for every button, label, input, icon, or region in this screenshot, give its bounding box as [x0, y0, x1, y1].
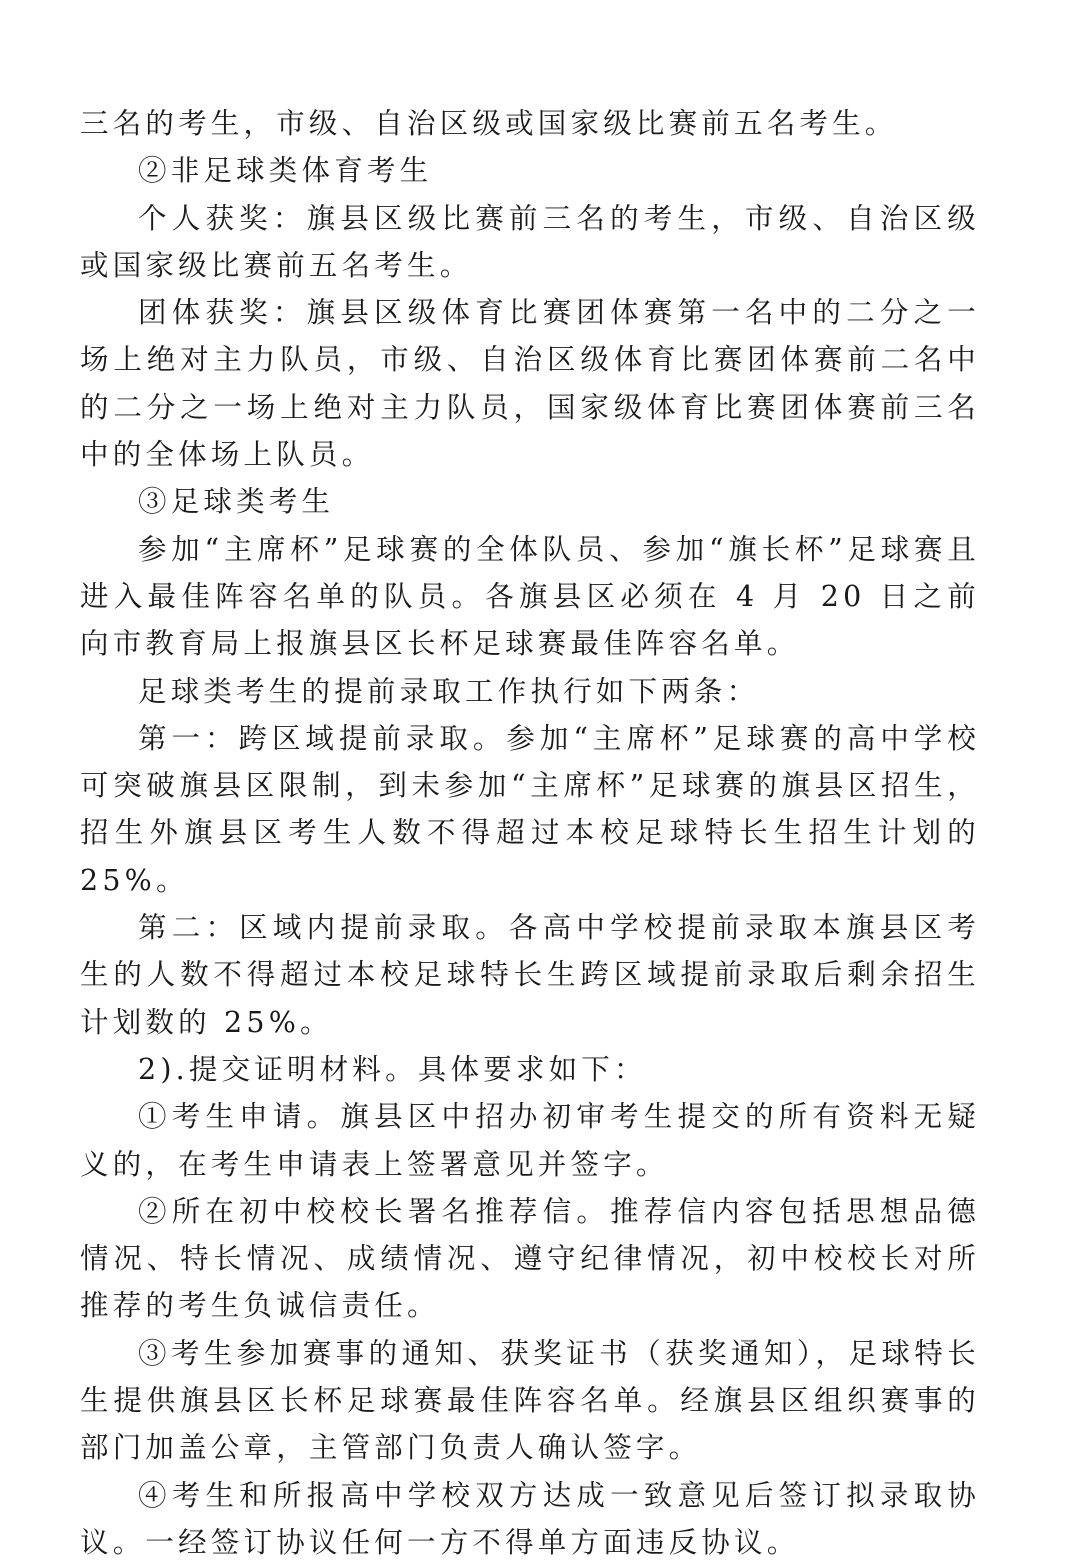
paragraph: ③考生参加赛事的通知、获奖证书（获奖通知），足球特长生提供旗县区长杯足球赛最佳阵容名单。经旗县区组织赛事的部门加盖公章，主管部门负责人确认签字。 — [80, 1336, 980, 1465]
paragraph-heading-materials: 2).提交证明材料。具体要求如下： — [138, 1052, 647, 1086]
paragraph: ②所在初中校校长署名推荐信。推荐信内容包括思想品德情况、特长情况、成绩情况、遵守纪律情况，初中校校长对所推荐的考生负诚信责任。 — [80, 1194, 980, 1323]
paragraph: 第一：跨区域提前录取。参加“主席杯”足球赛的高中学校可突破旗县区限制，到未参加“主席杯”足球赛的旗县区招生，招生外旗县区考生人数不得超过本校足球特长生招生计划的 25%。 — [80, 721, 980, 897]
paragraph-heading-football: ③足球类考生 — [138, 485, 335, 519]
paragraph: 三名的考生，市级、自治区级或国家级比赛前五名考生。 — [80, 107, 898, 140]
paragraph-heading-non-football: ②非足球类体育考生 — [138, 154, 433, 188]
document-body — [80, 100, 980, 1566]
paragraph: ①考生申请。旗县区中招办初审考生提交的所有资料无疑义的，在考生申请表上签署意见并签字。 — [80, 1100, 980, 1181]
paragraph: ④考生和所报高中学校双方达成一致意见后签订拟录取协议。一经签订协议任何一方不得单方面违反协议。 — [80, 1478, 980, 1559]
paragraph: 团体获奖：旗县区级体育比赛团体赛第一名中的二分之一场上绝对主力队员，市级、自治区级体育比赛团体赛前二名中的二分之一场上绝对主力队员，国家级体育比赛团体赛前三名中的全体场上队员。 — [80, 296, 980, 472]
paragraph: 个人获奖：旗县区级比赛前三名的考生，市级、自治区级或国家级比赛前五名考生。 — [80, 201, 980, 282]
paragraph: 足球类考生的提前录取工作执行如下两条： — [138, 674, 760, 708]
paragraph: 第二：区域内提前录取。各高中学校提前录取本旗县区考生的人数不得超过本校足球特长生跨区域提前录取后剩余招生计划数的 25%。 — [80, 911, 980, 1039]
paragraph: 参加“主席杯”足球赛的全体队员、参加“旗长杯”足球赛且进入最佳阵容名单的队员。各旗县区必须在 4 月 20 日之前向市教育局上报旗县区长杯足球赛最佳阵容名单。 — [80, 532, 980, 661]
